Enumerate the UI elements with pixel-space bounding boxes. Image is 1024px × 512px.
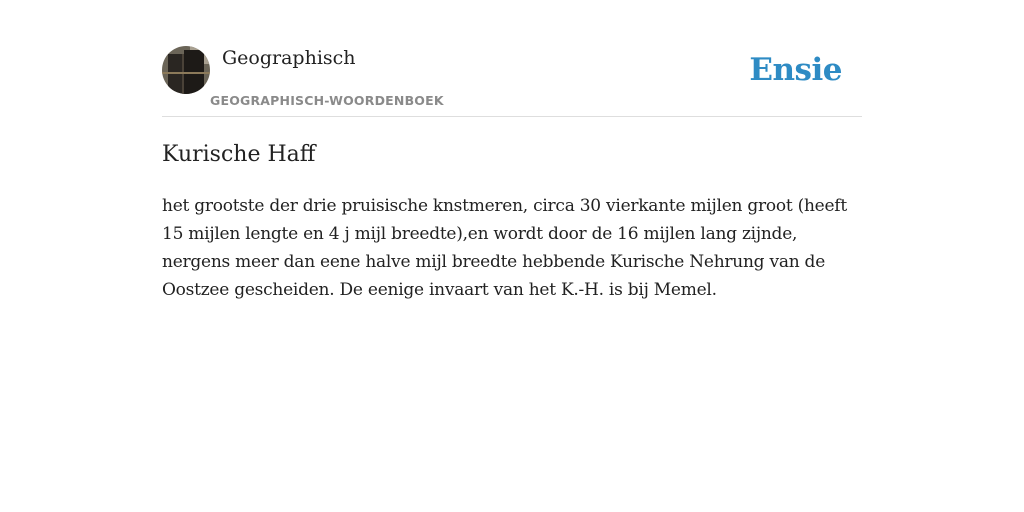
ensie-logo-link[interactable]: Ensie (749, 52, 842, 88)
entry-title: Kurische Haff (162, 142, 316, 167)
book-band (162, 72, 210, 74)
book-icon (168, 54, 184, 94)
source-avatar[interactable] (162, 46, 210, 94)
source-name-link[interactable]: Geographisch (222, 47, 356, 69)
entry-definition: het grootste der drie pruisische knstmeren, circa 30 vierkante mijlen groot (heeft 15 mijlen lengte en 4 j mijl breedte),en wordt door de 16 mijlen lang zijnde, nergens meer dan eene halve mijl breedte hebbende Kurische Nehrung van de Oostzee gescheiden. De eenige invaart van het K.-H. is bij Memel. (162, 196, 847, 300)
site-header (162, 46, 862, 117)
source-subtitle-link[interactable]: GEOGRAPHISCH-WOORDENBOEK (210, 93, 444, 108)
